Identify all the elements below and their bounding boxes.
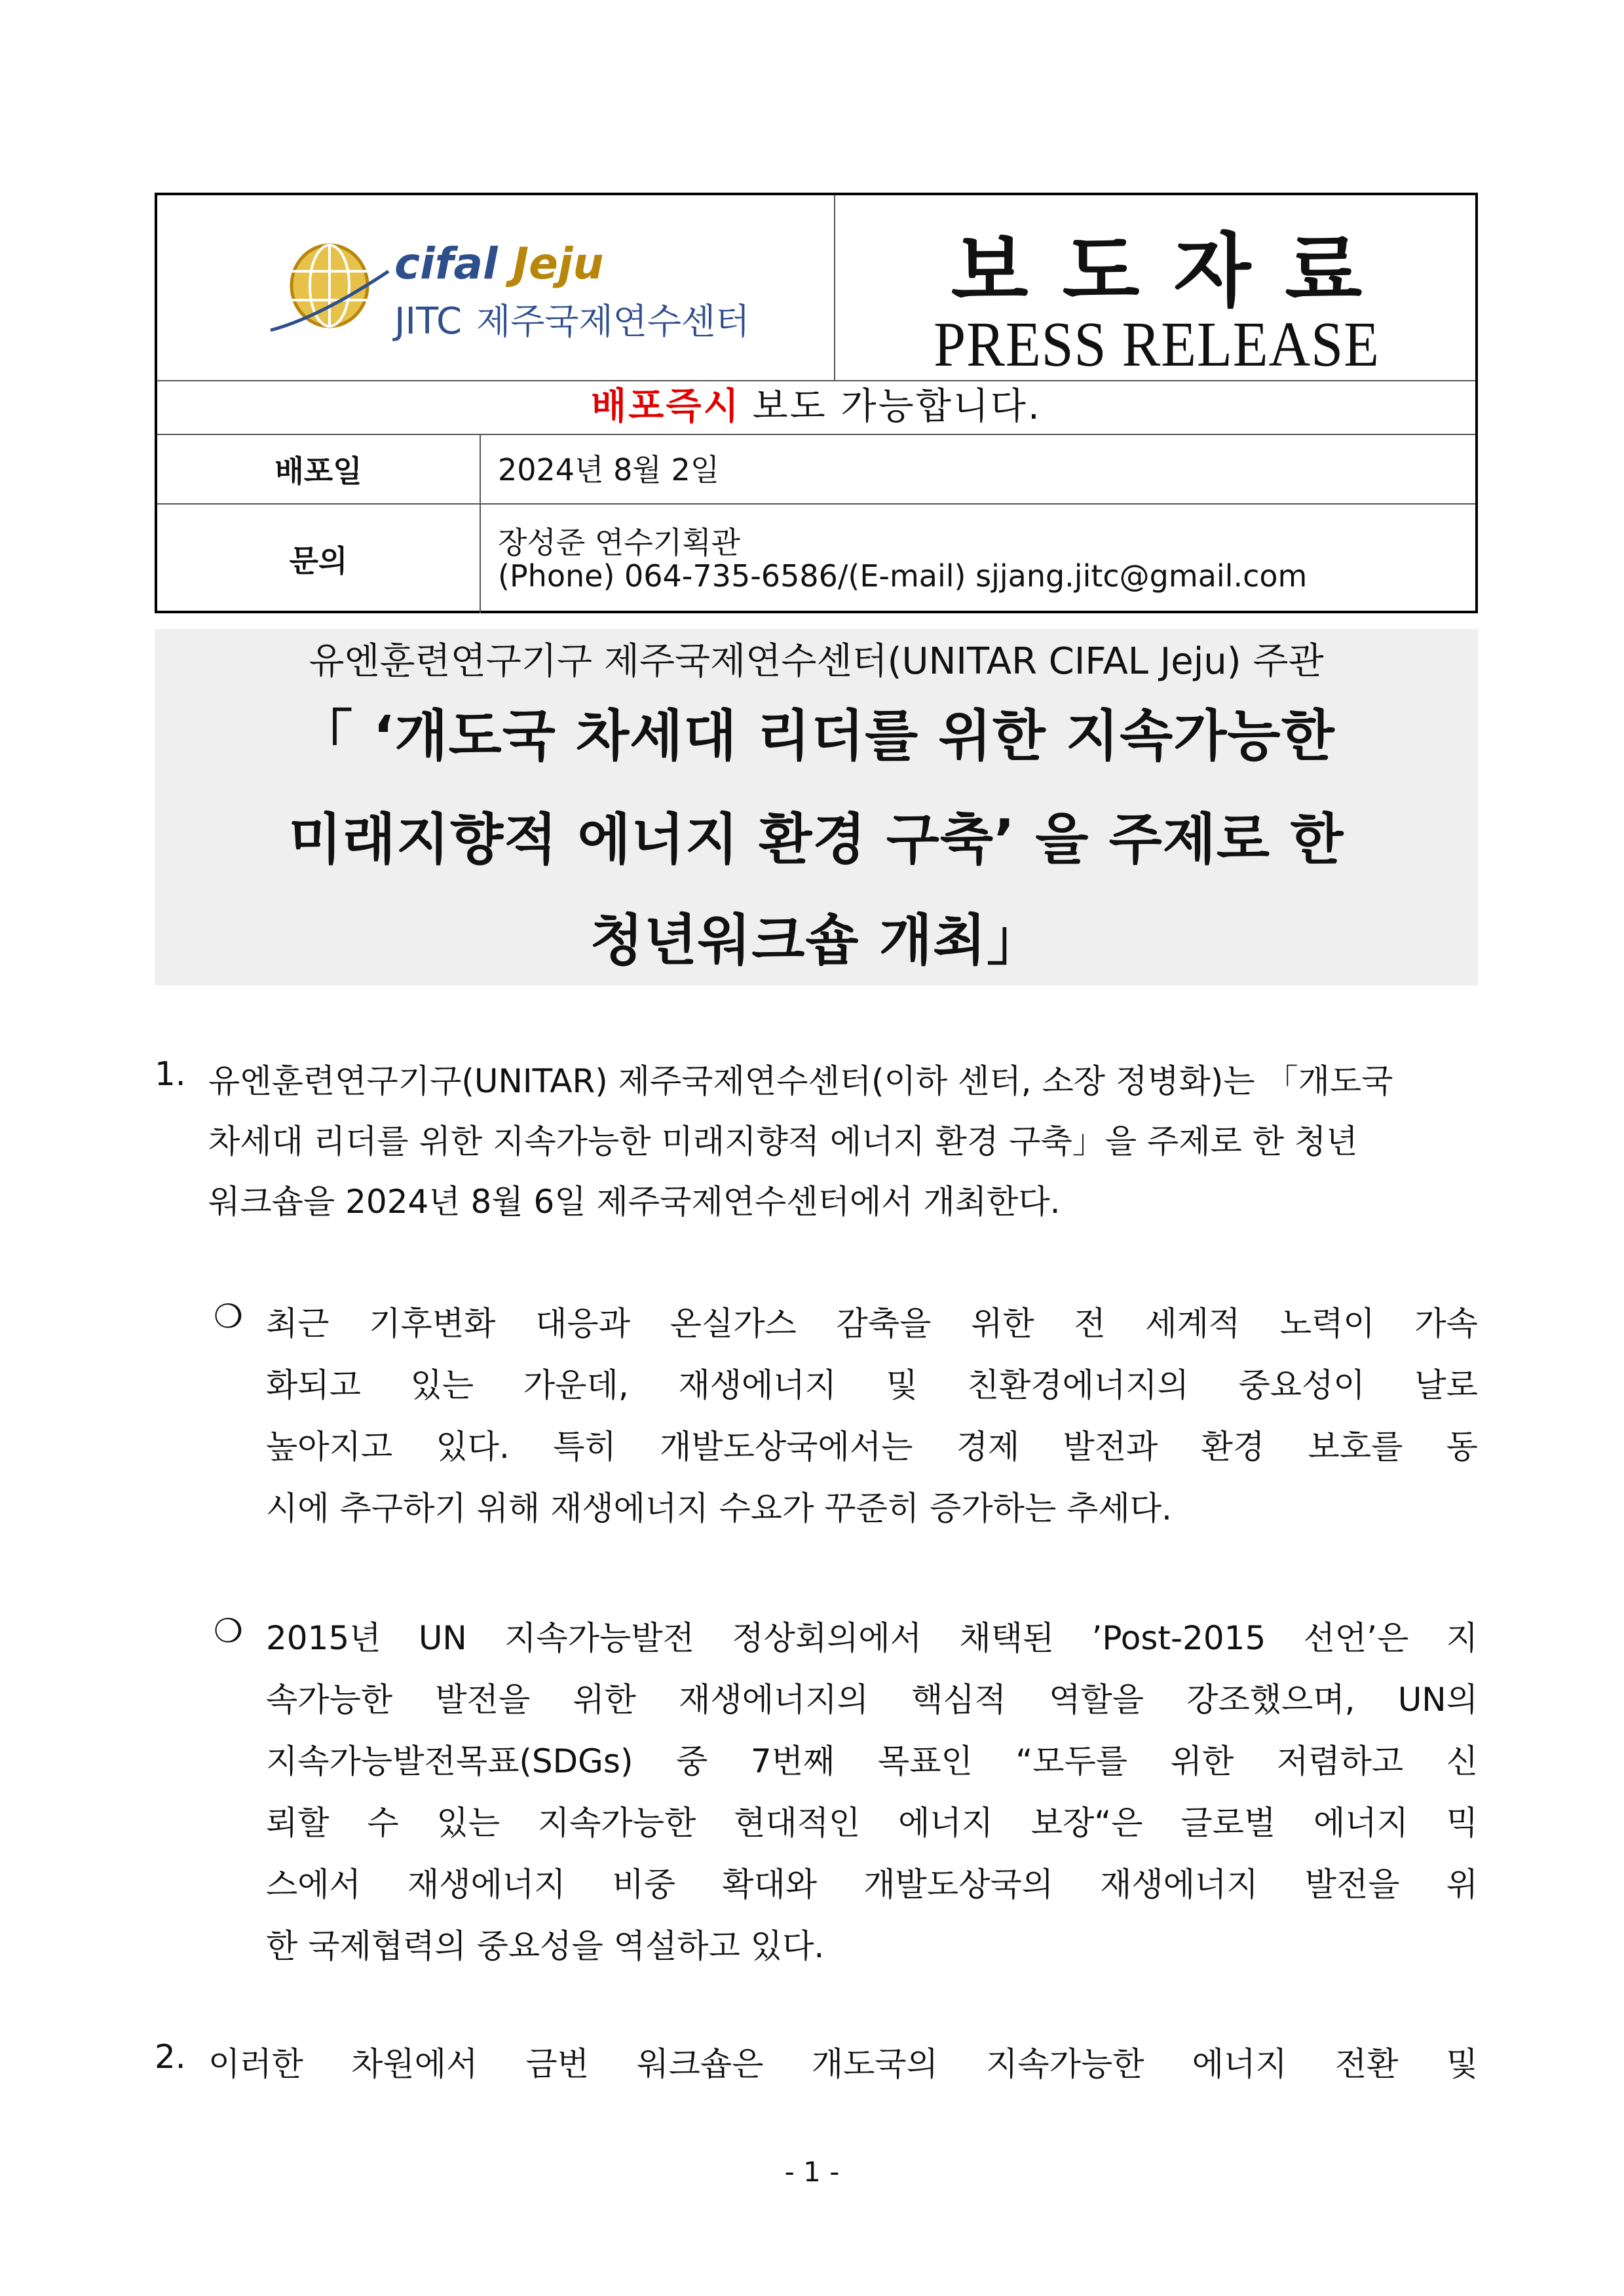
bullet-line: 최근 기후변화 대응과 온실가스 감축을 위한 전 세계적 노력이 가속 xyxy=(266,1305,1478,1343)
headline-line: 청년워크숍 개최」 xyxy=(590,908,1043,972)
logo-jitc-text: JITC 제주국제연수센터 xyxy=(394,300,750,343)
paragraph-line: 이러한 차원에서 금번 워크숍은 개도국의 지속가능한 에너지 전환 및 xyxy=(208,2045,1478,2083)
title-english: PRESS RELEASE xyxy=(934,309,1380,380)
contact-row xyxy=(157,503,1475,613)
page-number: - 1 - xyxy=(784,2156,840,2188)
paragraph-line: 차세대 리더를 위한 지속가능한 미래지향적 에너지 환경 구축」을 주제로 한 청년 xyxy=(208,1122,1358,1160)
contact-label: 문의 xyxy=(157,505,481,613)
globe-logo-icon xyxy=(267,239,392,337)
release-row xyxy=(157,380,1475,434)
date-value: 2024년 8월 2일 xyxy=(498,452,720,488)
bullet-line: 스에서 재생에너지 비중 확대와 개발도상국의 재생에너지 발전을 위 xyxy=(266,1866,1478,1904)
bullet-line: 시에 추구하기 위해 재생에너지 수요가 꾸준히 증가하는 추세다. xyxy=(266,1489,1172,1527)
bullet-line: 뢰할 수 있는 지속가능한 현대적인 에너지 보장“은 글로벌 에너지 믹 xyxy=(266,1804,1478,1842)
bullet-line: 높아지고 있다. 특히 개발도상국에서는 경제 발전과 환경 보호를 동 xyxy=(266,1428,1478,1466)
bullet-icon: ❍ xyxy=(214,1297,243,1335)
logo-cifal-text: cifal Jeju xyxy=(394,239,604,289)
title-korean: 보도자료 xyxy=(951,225,1397,318)
contact-name: 장성준 연수기획관 xyxy=(498,525,741,560)
bullet-line: 지속가능발전목표(SDGs) 중 7번째 목표인 “모두를 위한 저렴하고 신 xyxy=(266,1742,1478,1780)
title-cell xyxy=(835,195,1478,380)
logo-cell xyxy=(157,195,835,380)
bullet-line: 화되고 있는 가운데, 재생에너지 및 친환경에너지의 중요성이 날로 xyxy=(266,1366,1478,1404)
bullet-1 xyxy=(155,1297,1478,1546)
paragraph-line: 유엔훈련연구기구(UNITAR) 제주국제연수센터(이하 센터, 소장 정병화)는 「개도국 xyxy=(208,1062,1393,1100)
paragraph-number: 2. xyxy=(155,2038,186,2076)
contact-info: (Phone) 064-735-6586/(E-mail) sjjang.jitc@gmail.com xyxy=(498,558,1308,594)
release-highlight: 배포즉시 xyxy=(591,385,741,428)
paragraph-number: 1. xyxy=(155,1055,186,1093)
bullet-2 xyxy=(155,1612,1478,1992)
headline-line: 미래지향적 에너지 환경 구축’ 을 주제로 한 xyxy=(288,807,1344,871)
paragraph-1 xyxy=(155,1055,1478,1252)
headline-line: 「 ‘개도국 차세대 리더를 위한 지속가능한 xyxy=(297,704,1335,768)
bullet-icon: ❍ xyxy=(214,1612,243,1650)
header-table xyxy=(155,193,1478,613)
release-text: 보도 가능합니다. xyxy=(752,385,1042,428)
headline-subtitle: 유엔훈련연구기구 제주국제연수센터(UNITAR CIFAL Jeju) 주관 xyxy=(309,640,1324,683)
bullet-line: 2015년 UN 지속가능발전 정상회의에서 채택된 ’Post-2015 선언’은 지 xyxy=(266,1619,1478,1657)
paragraph-2 xyxy=(155,2038,1478,2090)
headline-box xyxy=(155,629,1478,985)
bullet-line: 속가능한 발전을 위한 재생에너지의 핵심적 역할을 강조했으며, UN의 xyxy=(266,1681,1478,1719)
bullet-line: 한 국제협력의 중요성을 역설하고 있다. xyxy=(266,1927,825,1965)
date-row xyxy=(157,434,1475,503)
date-label: 배포일 xyxy=(157,435,481,503)
paragraph-line: 워크숍을 2024년 8월 6일 제주국제연수센터에서 개최한다. xyxy=(208,1183,1061,1221)
